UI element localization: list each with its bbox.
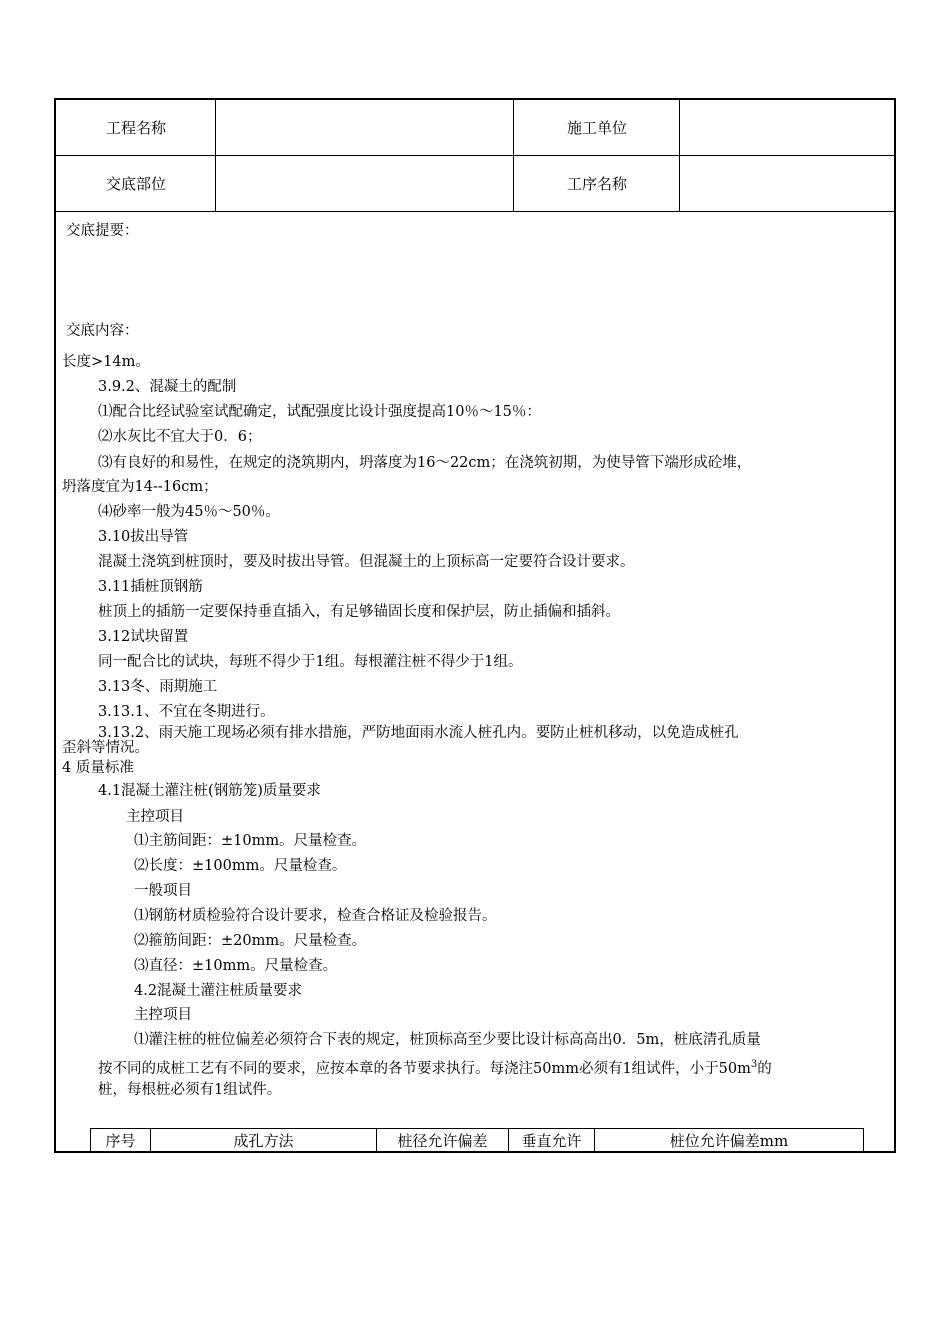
text-line: 3.13.1、不宜在冬期进行。 (98, 704, 275, 720)
superscript: 3 (750, 1059, 758, 1070)
text-line: ⑶有良好的和易性，在规定的浇筑期内，坍落度为16～22cm；在浇筑初期，为使导管下端形成砼堆， (98, 455, 752, 471)
text-line: 4.2混凝土灌注桩质量要求 (134, 983, 303, 999)
text-line: 3.10拔出导管 (98, 529, 189, 545)
location-label: 交底部位 (105, 175, 166, 193)
text-line: ⑵长度：±100mm。尺量检查。 (134, 858, 347, 874)
header-row-1 (56, 100, 894, 156)
text-line: 同一配合比的试块，每班不得少于1组。每根灌注桩不得少于1组。 (98, 654, 523, 670)
header-divider (215, 100, 216, 212)
text-line: 长度>14m。 (62, 354, 150, 370)
text-line: 3.12试块留置 (98, 629, 189, 645)
header-row-2 (56, 156, 894, 212)
text-line: 混凝土浇筑到桩顶时，要及时拔出导管。但混凝土的上顶标高一定要符合设计要求。 (98, 554, 635, 570)
text-line: ⑵箍筋间距：±20mm。尺量检查。 (134, 933, 367, 949)
table-header-cell: 成孔方法 (151, 1129, 377, 1152)
text-line: ⑴配合比经试验室试配确定，试配强度比设计强度提高10％～15％： (98, 404, 541, 420)
contractor-label: 施工单位 (566, 119, 627, 137)
text-line: 3.9.2、混凝土的配制 (98, 379, 237, 395)
text-line: 坍落度宜为14--16cm； (62, 479, 218, 495)
header-divider (513, 100, 514, 212)
header-divider (679, 100, 680, 212)
text-line: ⑶直径：±10mm。尺量检查。 (134, 958, 338, 974)
table-header-cell: 桩位允许偏差mm (669, 1132, 789, 1150)
document-frame (54, 98, 896, 1153)
text-line-tail: 的 (757, 1060, 772, 1077)
summary-label: 交底提要： (66, 223, 139, 239)
text-line: 主控项目 (126, 809, 184, 825)
text-line: ⑴钢筋材质检验符合设计要求，检查合格证及检验报告。 (134, 908, 497, 924)
table-header-cell: 序号 (91, 1129, 151, 1152)
text-line: ⑴主筋间距：±10mm。尺量检查。 (134, 833, 367, 849)
contractor-value (680, 100, 896, 155)
text-line: 4 质量标准 (62, 760, 134, 776)
text-line: 桩，每根桩必须有1组试件。 (98, 1082, 282, 1098)
process-value (680, 156, 896, 211)
text-line: ⑴灌注桩的桩位偏差必须符合下表的规定，桩顶标高至少要比设计标高高出0．5m，桩底清孔质量 (134, 1032, 761, 1048)
process-label: 工序名称 (566, 175, 627, 193)
table-header-cell: 桩径允许偏差 (377, 1129, 509, 1152)
text-line: 主控项目 (134, 1007, 192, 1023)
text-line: ⑷砂率一般为45％～50％。 (98, 504, 280, 520)
text-line: 3.13.2、雨天施工现场必须有排水措施，严防地面雨水流人桩孔内。要防止桩机移动，以免造成桩孔 (98, 725, 739, 741)
text-line: 4.1混凝土灌注桩(钢筋笼)质量要求 (98, 783, 321, 799)
project-name-label: 工程名称 (105, 119, 166, 137)
text-line-main: 按不同的成桩工艺有不同的要求，应按本章的各节要求执行。每浇注50mm必须有1组试件，小于50m (98, 1060, 751, 1077)
text-line: 桩顶上的插筋一定要保持垂直插入，有足够锚固长度和保护层，防止插偏和插斜。 (98, 604, 620, 620)
project-name-value (216, 100, 514, 155)
text-line (98, 1056, 772, 1078)
text-line: ⑵水灰比不宜大于0．6； (98, 429, 262, 445)
text-line: 歪斜等情况。 (62, 740, 149, 756)
text-line: 3.11插桩顶钢筋 (98, 579, 203, 595)
location-value (216, 156, 514, 211)
table-header-cell: 垂直允许 (509, 1129, 595, 1152)
content-label: 交底内容： (66, 323, 139, 339)
tolerance-table-header (90, 1128, 864, 1153)
text-line: 一般项目 (134, 883, 192, 899)
text-line: 3.13冬、雨期施工 (98, 679, 218, 695)
